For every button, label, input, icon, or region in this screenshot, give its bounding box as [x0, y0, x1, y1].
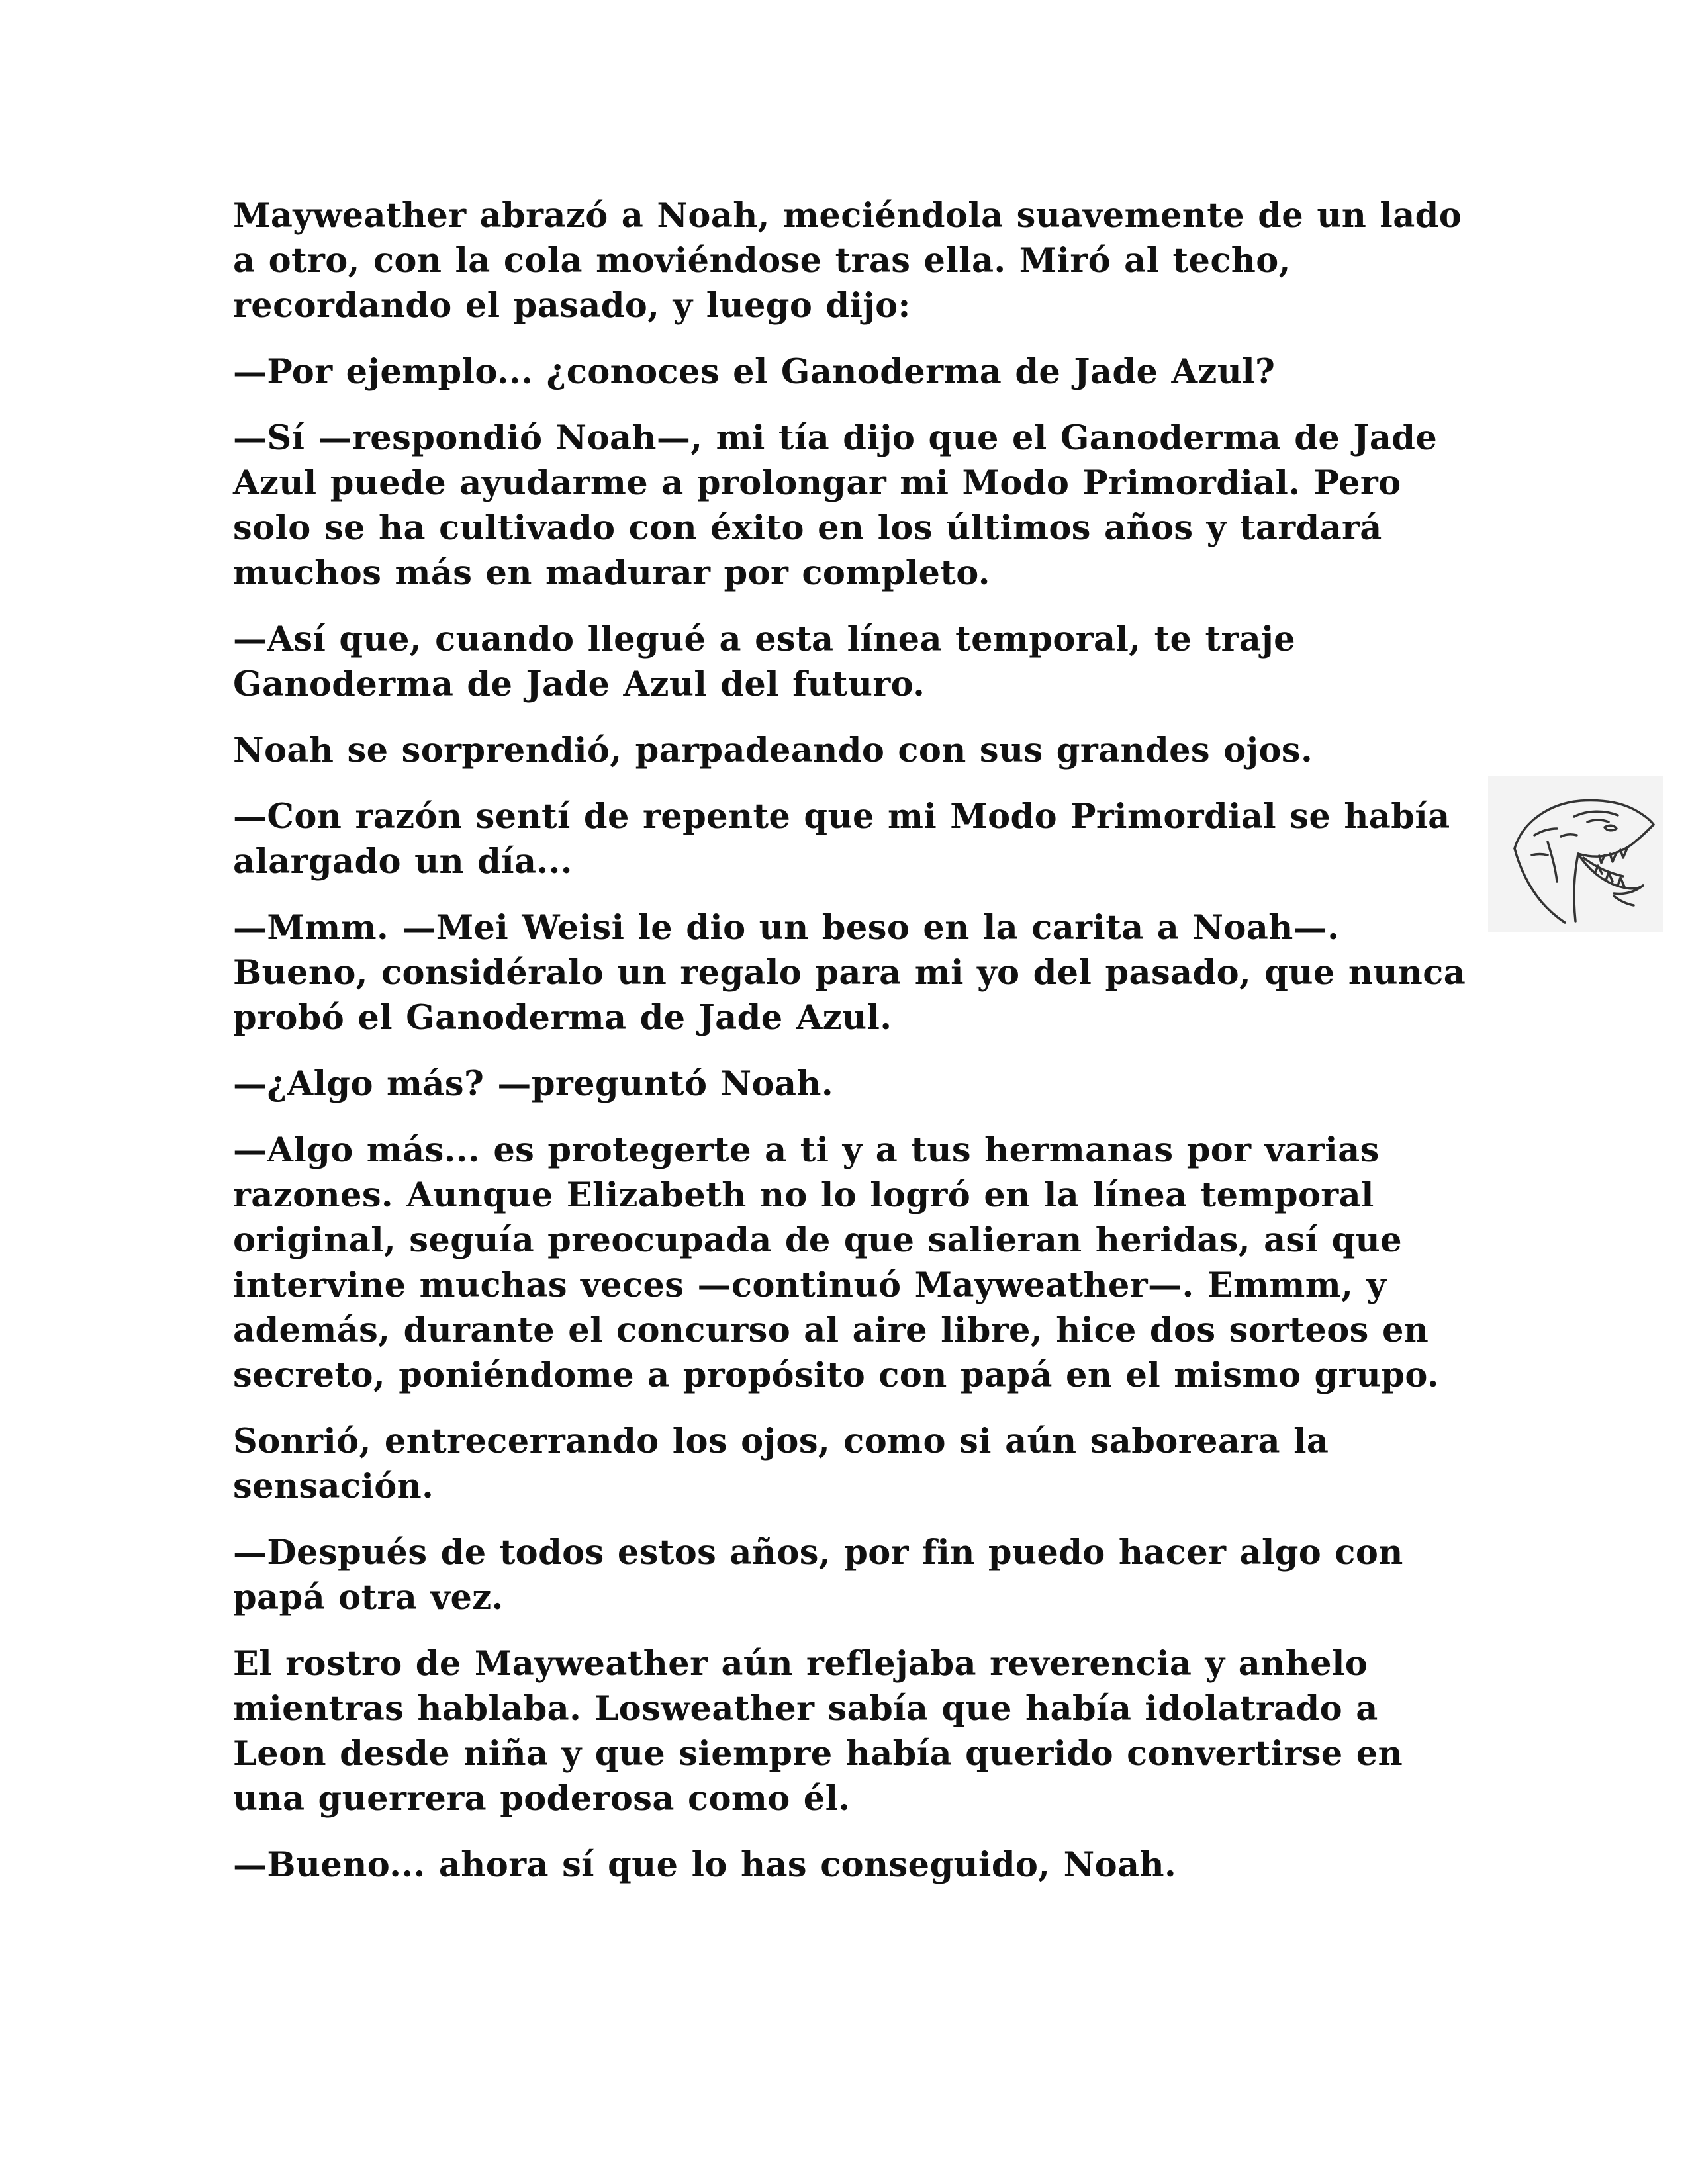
paragraph: —Mmm. —Mei Weisi le dio un beso en la carita a Noah—. Bueno, considéralo un regalo para mi yo del pasado, que nunca probó el Ganoderma de Jade Azul.: [233, 908, 1466, 1038]
paragraph: El rostro de Mayweather aún reflejaba reverencia y anhelo mientras hablaba. Losweather sabía que había idolatrado a Leon desde niña y que siempre había querido convertirse en una guerrera poderosa como él.: [233, 1644, 1403, 1819]
dinosaur-head-icon: [1488, 776, 1663, 932]
paragraph: —Algo más... es protegerte a ti y a tus hermanas por varias razones. Aunque Elizabeth no lo logró en la línea temporal original, seguía preocupada de que salieran heridas, así que intervine muchas veces —continuó Mayweather—. Emmm, y además, durante el concurso al aire libre, hice dos sorteos en secreto, poniéndome a propósito con papá en el mismo grupo.: [233, 1130, 1440, 1395]
paragraph: —Después de todos estos años, por fin puedo hacer algo con papá otra vez.: [233, 1533, 1403, 1617]
paragraph: —Bueno... ahora sí que lo has conseguido, Noah.: [233, 1845, 1177, 1885]
paragraph: —¿Algo más? —preguntó Noah.: [233, 1064, 834, 1104]
paragraph: —Así que, cuando llegué a esta línea temporal, te traje Ganoderma de Jade Azul del futuro.: [233, 619, 1295, 704]
paragraph: Mayweather abrazó a Noah, meciéndola suavemente de un lado a otro, con la cola moviéndose tras ella. Miró al techo, recordando el pasado, y luego dijo:: [233, 196, 1462, 326]
body-text: [233, 193, 1477, 1909]
paragraph: —Por ejemplo... ¿conoces el Ganoderma de Jade Azul?: [233, 352, 1276, 392]
paragraph: Sonrió, entrecerrando los ojos, como si aún saboreara la sensación.: [233, 1422, 1329, 1506]
paragraph: —Con razón sentí de repente que mi Modo Primordial se había alargado un día...: [233, 797, 1450, 882]
paragraph: —Sí —respondió Noah—, mi tía dijo que el Ganoderma de Jade Azul puede ayudarme a prolongar mi Modo Primordial. Pero solo se ha cultivado con éxito en los últimos años y tardará muchos más en madurar por completo.: [233, 418, 1438, 593]
paragraph: Noah se sorprendió, parpadeando con sus grandes ojos.: [233, 731, 1313, 770]
